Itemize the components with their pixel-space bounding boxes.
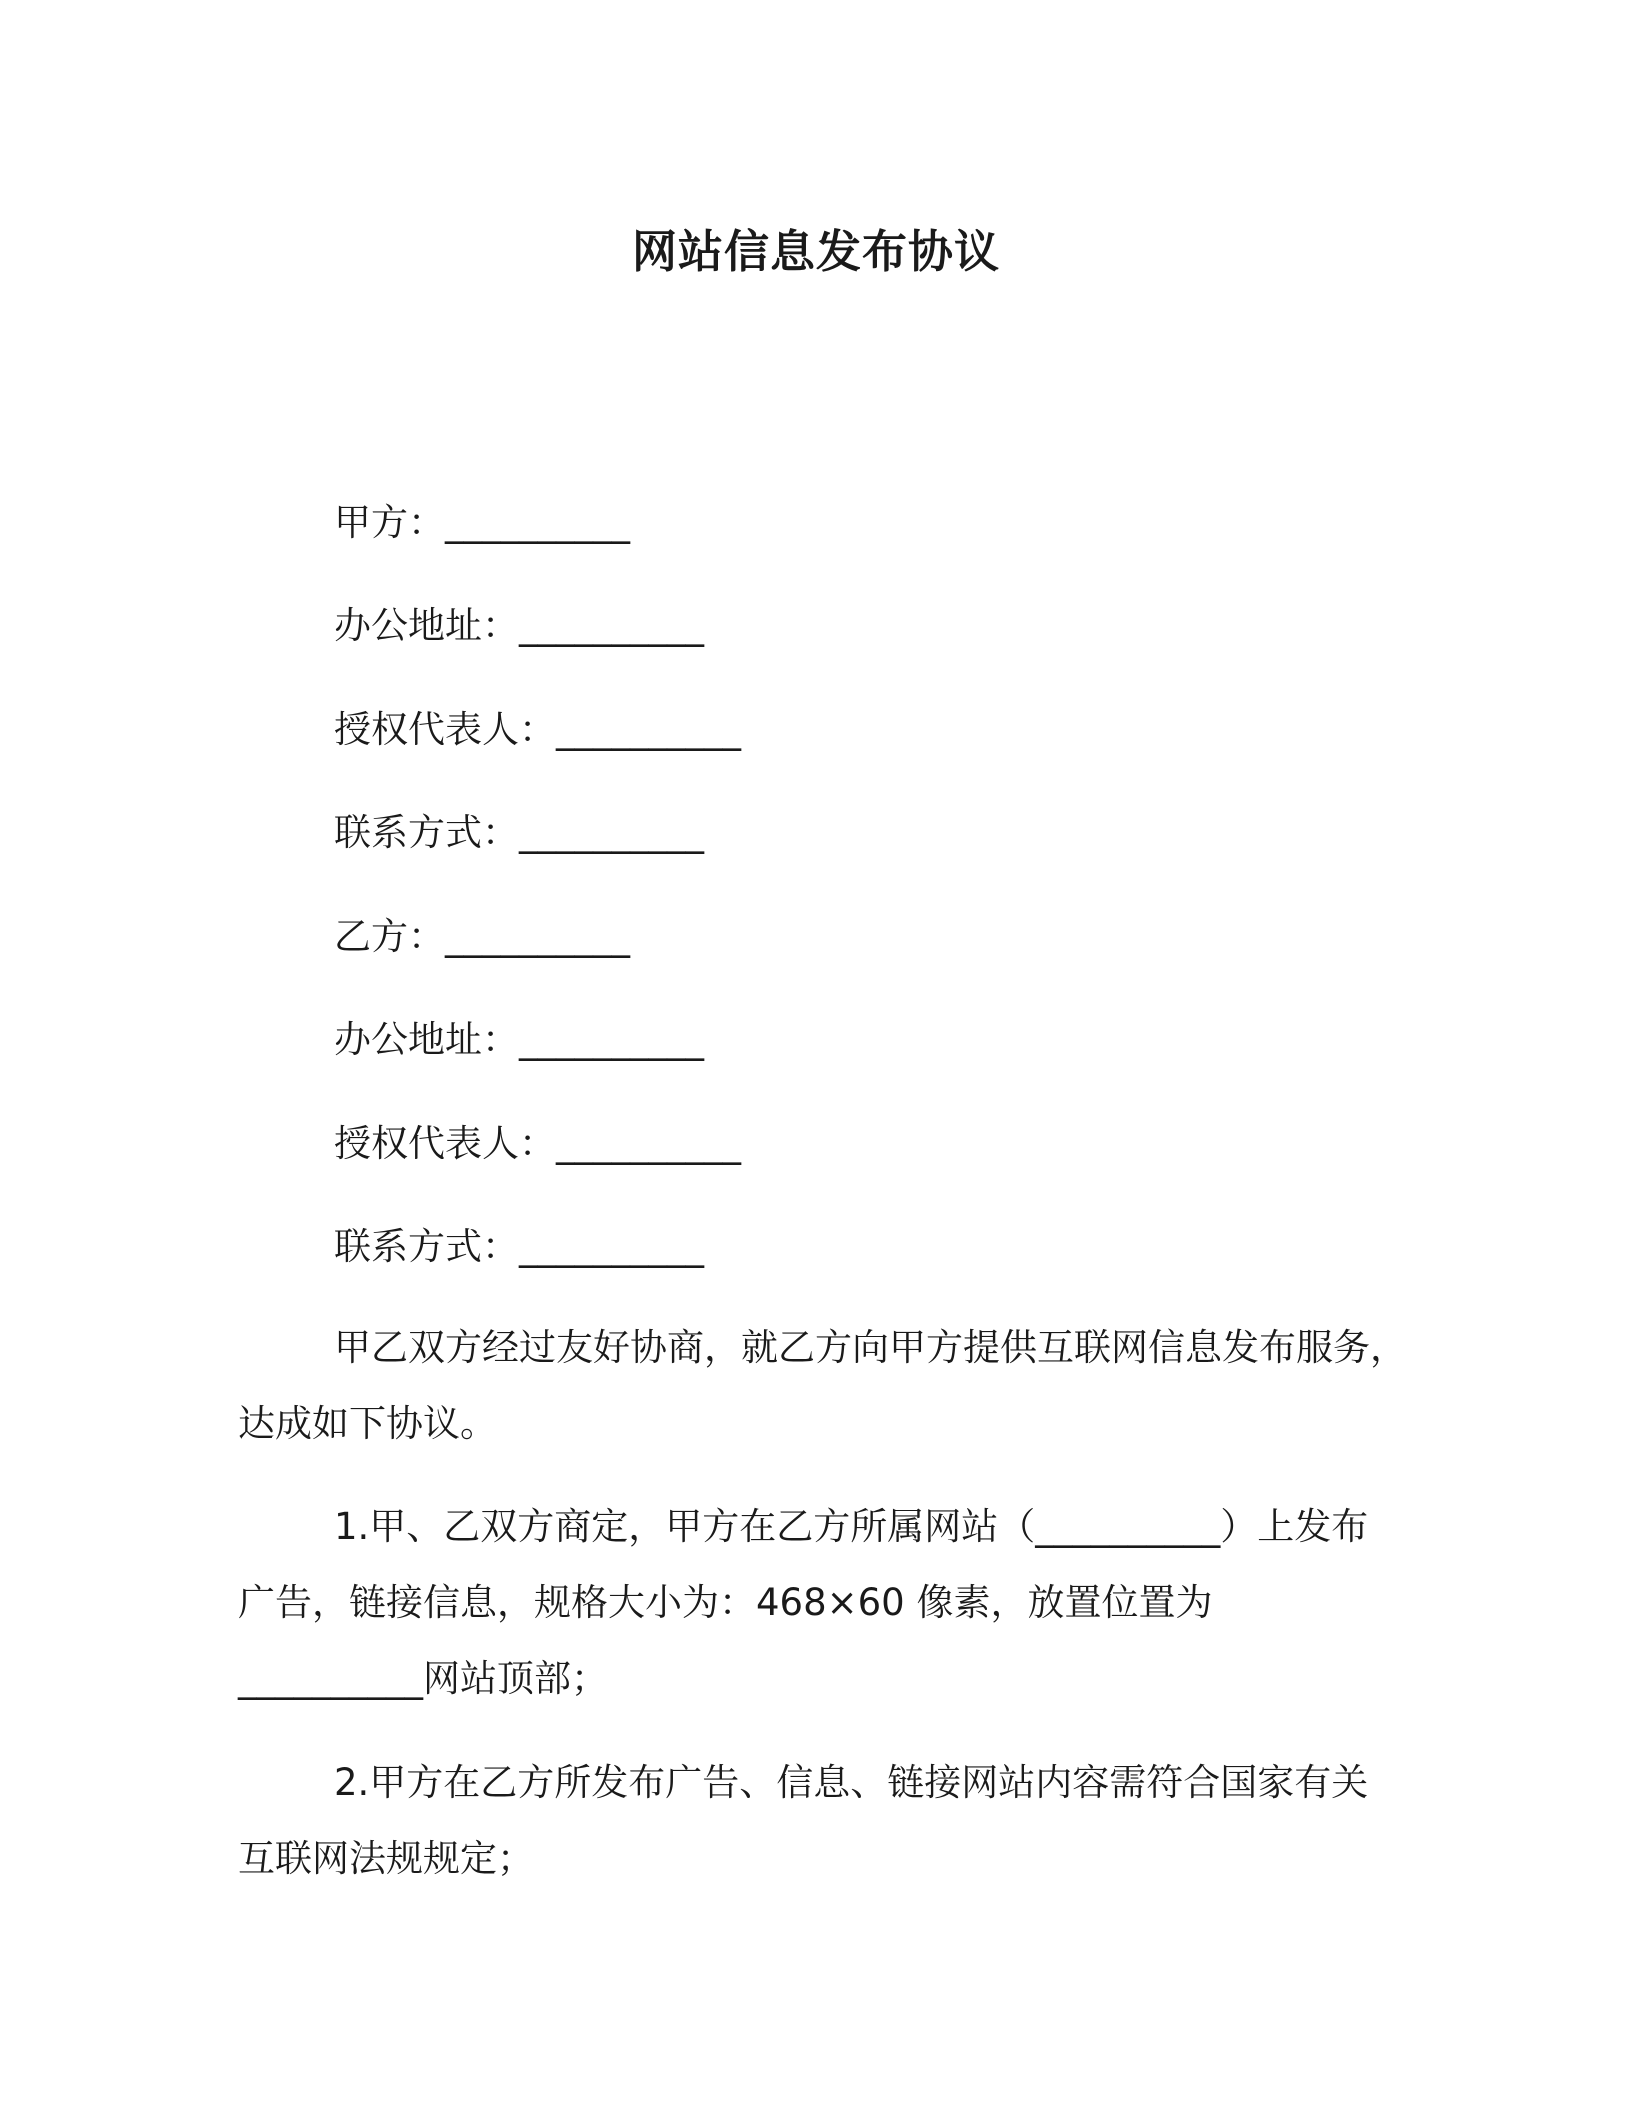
party-a-address-field xyxy=(334,601,704,651)
field-blank: __________ xyxy=(556,708,741,751)
field-blank: __________ xyxy=(445,915,630,958)
field-label: 联系方式： xyxy=(334,1225,519,1268)
party-a-field xyxy=(334,498,630,548)
paragraph-line: __________网站顶部； xyxy=(238,1657,608,1700)
document-title: 网站信息发布协议 xyxy=(631,225,1000,278)
party-b-address-field xyxy=(334,1015,704,1065)
party-b-contact-field xyxy=(334,1222,704,1272)
intro-paragraph xyxy=(238,1310,1418,1462)
paragraph-line: 甲乙双方经过友好协商，就乙方向甲方提供互联网信息发布服务， xyxy=(334,1326,1407,1369)
field-blank: __________ xyxy=(556,1122,741,1165)
clause-1-paragraph xyxy=(238,1489,1418,1717)
field-blank: __________ xyxy=(519,811,704,854)
paragraph-line: 1.甲、乙双方商定，甲方在乙方所属网站（__________）上发布 xyxy=(334,1505,1369,1548)
party-b-field xyxy=(334,912,630,962)
party-a-contact-field xyxy=(334,808,704,858)
field-blank: __________ xyxy=(519,1225,704,1268)
party-b-representative-field xyxy=(334,1119,741,1169)
field-label: 办公地址： xyxy=(334,1018,519,1061)
paragraph-line: 互联网法规规定； xyxy=(238,1837,534,1880)
paragraph-line: 达成如下协议。 xyxy=(238,1402,497,1445)
field-blank: __________ xyxy=(445,501,630,544)
paragraph-line: 2.甲方在乙方所发布广告、信息、链接网站内容需符合国家有关 xyxy=(334,1761,1369,1804)
paragraph-line: 广告，链接信息，规格大小为：468×60 像素，放置位置为 xyxy=(238,1581,1213,1624)
field-label: 授权代表人： xyxy=(334,708,556,751)
field-blank: __________ xyxy=(519,604,704,647)
party-a-representative-field xyxy=(334,705,741,755)
field-label: 乙方： xyxy=(334,915,445,958)
field-label: 甲方： xyxy=(334,501,445,544)
field-blank: __________ xyxy=(519,1018,704,1061)
clause-2-paragraph xyxy=(238,1745,1418,1897)
field-label: 联系方式： xyxy=(334,811,519,854)
field-label: 办公地址： xyxy=(334,604,519,647)
field-label: 授权代表人： xyxy=(334,1122,556,1165)
